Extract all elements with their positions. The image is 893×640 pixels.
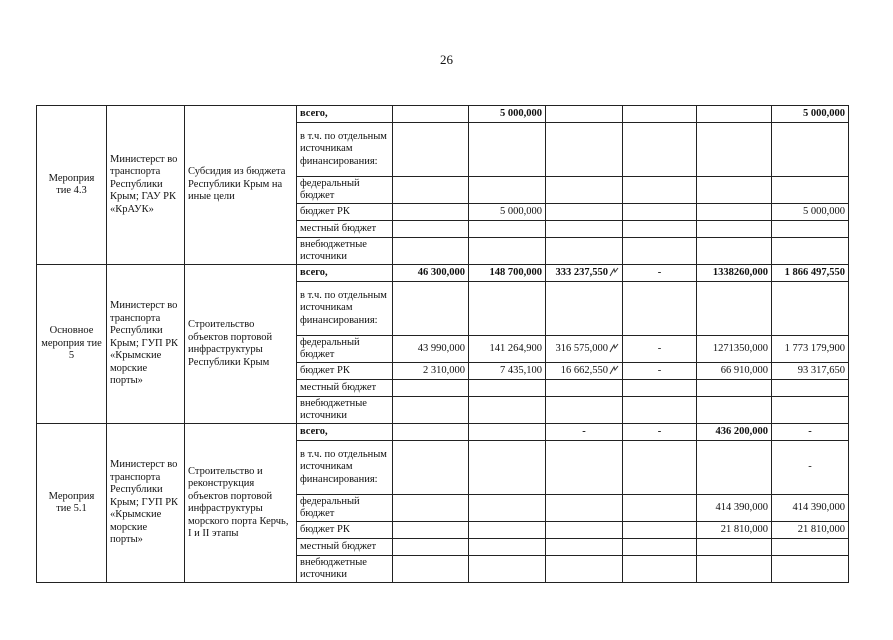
value-cell <box>469 441 546 495</box>
value-cell <box>697 106 772 123</box>
funding-source-cell: всего, <box>297 265 393 282</box>
value-cell <box>546 363 623 380</box>
value-cell <box>772 265 849 282</box>
value-cell <box>623 336 697 363</box>
value-cell <box>697 397 772 424</box>
value-cell <box>623 424 697 441</box>
value-cell <box>772 106 849 123</box>
value-cell <box>623 441 697 495</box>
value-text: 414 390,000 <box>715 501 768 513</box>
value-cell <box>697 282 772 336</box>
value-cell <box>697 336 772 363</box>
value-cell <box>772 424 849 441</box>
value-cell <box>469 177 546 204</box>
value-cell <box>393 177 469 204</box>
value-cell <box>772 204 849 221</box>
value-cell <box>623 495 697 522</box>
funding-source-cell: в т.ч. по отдельным источникам финансирования: <box>297 123 393 177</box>
value-cell <box>546 441 623 495</box>
value-cell <box>393 556 469 583</box>
value-text: 333 237,550 <box>555 266 608 278</box>
value-cell <box>469 424 546 441</box>
value-text: 5 000,000 <box>500 205 542 217</box>
value-cell <box>393 495 469 522</box>
value-cell <box>546 238 623 265</box>
value-cell <box>546 539 623 556</box>
table-row <box>37 106 849 123</box>
value-cell <box>697 424 772 441</box>
value-cell <box>772 397 849 424</box>
value-cell <box>393 106 469 123</box>
value-text: 1 773 179,900 <box>784 342 845 354</box>
value-cell <box>772 495 849 522</box>
value-text: 7 435,100 <box>500 364 542 376</box>
value-cell <box>393 522 469 539</box>
value-cell <box>546 106 623 123</box>
value-text: - <box>657 266 662 278</box>
funding-source-cell: федеральный бюджет <box>297 336 393 363</box>
value-cell <box>623 380 697 397</box>
value-cell <box>546 397 623 424</box>
funding-source-cell: бюджет РК <box>297 522 393 539</box>
value-cell <box>697 539 772 556</box>
value-text: - <box>657 342 662 354</box>
value-cell <box>393 238 469 265</box>
value-cell <box>697 177 772 204</box>
value-text: - <box>808 425 812 437</box>
value-cell <box>469 522 546 539</box>
value-text: 436 200,000 <box>715 425 768 437</box>
value-cell <box>623 556 697 583</box>
value-text: - <box>808 461 812 473</box>
value-text: 1 866 497,550 <box>784 266 845 278</box>
description-cell: Субсидия из бюджета Республики Крым на иные цели <box>185 106 297 265</box>
table-row <box>37 424 849 441</box>
value-cell <box>469 336 546 363</box>
funding-source-cell: местный бюджет <box>297 380 393 397</box>
value-text: 46 300,000 <box>417 266 465 278</box>
value-cell <box>469 204 546 221</box>
value-cell <box>546 556 623 583</box>
value-text: - <box>582 425 586 437</box>
value-cell <box>772 380 849 397</box>
value-cell <box>772 522 849 539</box>
value-cell <box>772 556 849 583</box>
executor-cell: Министерст во транспорта Республики Крым; ГАУ РК «КрАУК» <box>107 106 185 265</box>
funding-source-cell: местный бюджет <box>297 221 393 238</box>
handwritten-mark-icon <box>609 267 619 277</box>
budget-table <box>36 105 849 583</box>
value-cell <box>393 282 469 336</box>
handwritten-mark-icon <box>609 365 619 375</box>
handwritten-mark-icon <box>609 343 619 353</box>
value-cell <box>546 380 623 397</box>
value-cell <box>697 556 772 583</box>
value-text: 21 810,000 <box>797 523 845 535</box>
value-text: 414 390,000 <box>792 501 845 513</box>
value-cell <box>393 397 469 424</box>
value-text: 43 990,000 <box>417 342 465 354</box>
value-cell <box>546 522 623 539</box>
value-cell <box>469 539 546 556</box>
value-cell <box>469 221 546 238</box>
value-cell <box>623 123 697 177</box>
value-cell <box>469 380 546 397</box>
value-text: 316 575,000 <box>555 342 608 354</box>
executor-cell: Министерст во транспорта Республики Крым; ГУП РК «Крымские морские порты» <box>107 265 185 424</box>
funding-source-cell: бюджет РК <box>297 363 393 380</box>
value-cell <box>697 265 772 282</box>
value-cell <box>546 177 623 204</box>
funding-source-cell: всего, <box>297 106 393 123</box>
value-cell <box>393 123 469 177</box>
measure-name-cell: Основное мероприя тие 5 <box>37 265 107 424</box>
description-cell: Строительство объектов портовой инфраструктуры Республики Крым <box>185 265 297 424</box>
funding-source-cell: федеральный бюджет <box>297 495 393 522</box>
value-cell <box>772 336 849 363</box>
value-text: - <box>657 364 662 376</box>
table-row <box>37 265 849 282</box>
value-cell <box>393 204 469 221</box>
value-cell <box>772 238 849 265</box>
value-cell <box>623 265 697 282</box>
value-cell <box>772 363 849 380</box>
value-cell <box>546 495 623 522</box>
value-text: 5 000,000 <box>803 107 845 119</box>
value-text: 21 810,000 <box>720 523 768 535</box>
value-text: 66 910,000 <box>720 364 768 376</box>
value-cell <box>697 522 772 539</box>
value-cell <box>469 556 546 583</box>
value-cell <box>697 123 772 177</box>
value-text: 1338260,000 <box>712 266 768 278</box>
funding-source-cell: всего, <box>297 424 393 441</box>
value-cell <box>697 238 772 265</box>
value-cell <box>393 265 469 282</box>
value-cell <box>546 204 623 221</box>
value-cell <box>697 441 772 495</box>
value-cell <box>623 221 697 238</box>
value-cell <box>772 221 849 238</box>
value-text: 148 700,000 <box>489 266 542 278</box>
value-text: 93 317,650 <box>797 364 845 376</box>
value-cell <box>393 539 469 556</box>
value-cell <box>623 106 697 123</box>
value-cell <box>469 123 546 177</box>
value-cell <box>772 282 849 336</box>
value-cell <box>772 539 849 556</box>
value-cell <box>393 336 469 363</box>
value-cell <box>697 363 772 380</box>
executor-cell: Министерст во транспорта Республики Крым; ГУП РК «Крымские морские порты» <box>107 424 185 583</box>
value-cell <box>697 495 772 522</box>
value-cell <box>546 336 623 363</box>
value-cell <box>772 177 849 204</box>
value-cell <box>546 265 623 282</box>
funding-source-cell: в т.ч. по отдельным источникам финансирования: <box>297 441 393 495</box>
value-cell <box>469 397 546 424</box>
value-cell <box>469 363 546 380</box>
value-cell <box>623 363 697 380</box>
funding-source-cell: бюджет РК <box>297 204 393 221</box>
description-cell: Строительство и реконструкция объектов портовой инфраструктуры морского порта Керчь, I и II этапы <box>185 424 297 583</box>
value-cell <box>772 441 849 495</box>
value-cell <box>697 221 772 238</box>
value-text: 5 000,000 <box>500 107 542 119</box>
value-cell <box>393 441 469 495</box>
value-cell <box>546 424 623 441</box>
value-cell <box>623 522 697 539</box>
value-text: - <box>657 425 662 437</box>
value-cell <box>469 238 546 265</box>
value-text: 16 662,550 <box>560 364 608 376</box>
value-cell <box>546 282 623 336</box>
value-cell <box>393 363 469 380</box>
value-text: 1271350,000 <box>712 342 768 354</box>
measure-name-cell: Мероприя тие 5.1 <box>37 424 107 583</box>
value-cell <box>546 123 623 177</box>
value-cell <box>623 177 697 204</box>
funding-source-cell: в т.ч. по отдельным источникам финансирования: <box>297 282 393 336</box>
value-cell <box>469 106 546 123</box>
value-cell <box>623 238 697 265</box>
value-text: 2 310,000 <box>423 364 465 376</box>
value-cell <box>546 221 623 238</box>
value-cell <box>623 282 697 336</box>
value-cell <box>393 221 469 238</box>
value-cell <box>623 397 697 424</box>
funding-source-cell: внебюджетные источники <box>297 556 393 583</box>
value-cell <box>623 204 697 221</box>
value-text: 141 264,900 <box>489 342 542 354</box>
value-cell <box>697 204 772 221</box>
value-cell <box>469 495 546 522</box>
measure-name-cell: Мероприя тие 4.3 <box>37 106 107 265</box>
value-cell <box>623 539 697 556</box>
value-cell <box>772 123 849 177</box>
value-cell <box>393 424 469 441</box>
funding-source-cell: местный бюджет <box>297 539 393 556</box>
funding-source-cell: внебюджетные источники <box>297 397 393 424</box>
budget-table-body <box>37 106 849 583</box>
value-cell <box>469 282 546 336</box>
page-number: 26 <box>440 52 453 67</box>
funding-source-cell: федеральный бюджет <box>297 177 393 204</box>
value-cell <box>697 380 772 397</box>
value-cell <box>393 380 469 397</box>
value-cell <box>469 265 546 282</box>
funding-source-cell: внебюджетные источники <box>297 238 393 265</box>
value-text: 5 000,000 <box>803 205 845 217</box>
